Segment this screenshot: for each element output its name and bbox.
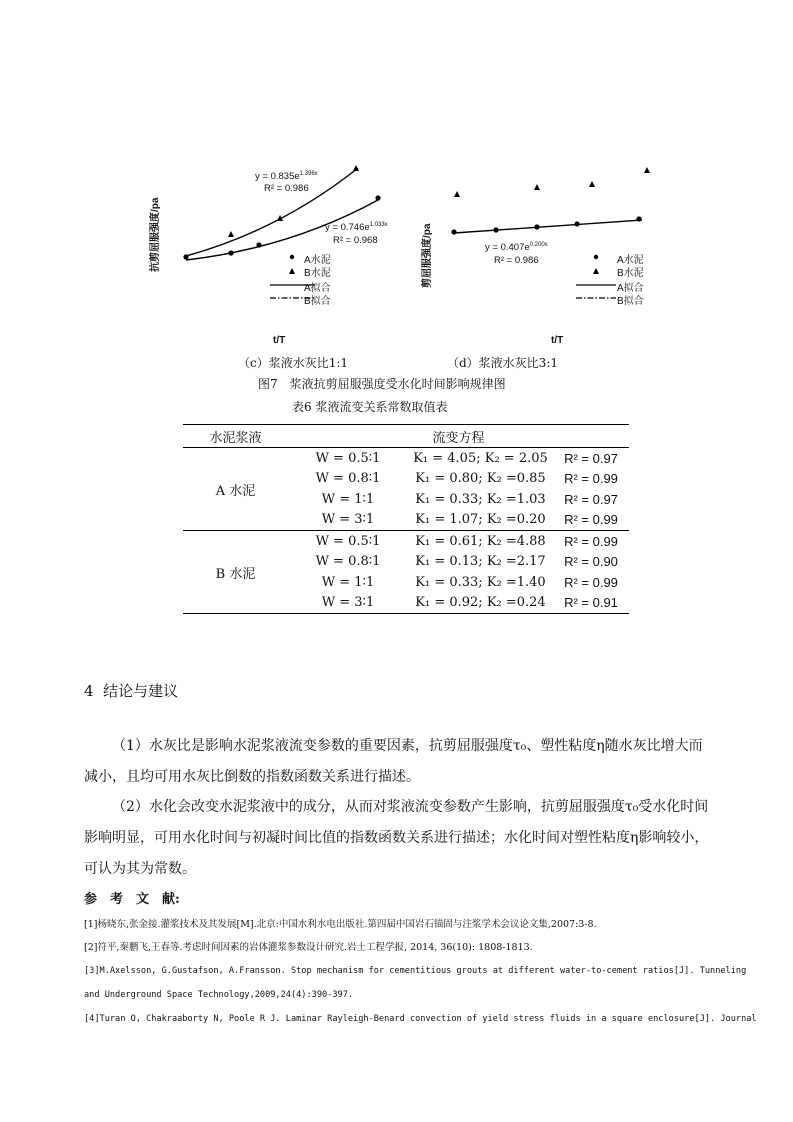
panel-d-legend-a-fit: A拟合 (617, 283, 644, 294)
panel-c-fit-a-equation: $y = 0.746e^{1.033x}$ (325, 222, 388, 234)
panel-c-legend-b-fit: B拟合 (304, 296, 331, 307)
paragraph-1: （1）水灰比是影响水泥浆液流变参数的重要因素，抗剪屈服强度τ₀、塑性粘度η随水灰比增大而减小，且均可用水灰比倒数的指数函数关系进行描述。 (84, 738, 703, 785)
table-row: W = 0.8∶1 K₁ = 0.13; K₂ =2.17 R² = 0.90 (315, 554, 618, 570)
table-row: B 水泥 W = 0.5∶1 K₁ = 0.61; K₂ =4.88 R² = 0.99 (183, 531, 629, 552)
table-row: W = 3∶1 K₁ = 0.92; K₂ =0.24 R² = 0.91 (183, 593, 629, 614)
figure-panel-d (410, 150, 710, 370)
panel-d-legend-b: B水泥 (617, 268, 644, 279)
panel-d-xlabel: t/T (551, 335, 564, 346)
figure-panel-c (130, 150, 430, 370)
panel-d-legend-b-fit: B拟合 (617, 296, 644, 307)
panel-d-a-point (636, 216, 641, 221)
panel-c-fit-b-equation: $y = 0.835e^{1.396x}$ (255, 171, 318, 183)
panel-d-legend-a: A水泥 (617, 255, 644, 266)
panel-d-b-point (589, 181, 595, 187)
panel-c-b-point (353, 165, 359, 171)
group-name-a: A 水泥 (183, 448, 288, 531)
reference-item: [4]Turan O, Chakraaborty N, Poole R J. Laminar Rayleigh-Benard convection of yield stress fluids in a square enclosure[J]. Journal (84, 1014, 757, 1024)
panel-c-a-point (375, 195, 380, 200)
table-row: W = 1∶1 K₁ = 0.33; K₂ =1.03 R² = 0.97 (321, 491, 618, 507)
panel-d-a-point (534, 224, 539, 229)
group-name-b: B 水泥 (183, 531, 288, 614)
panel-c-legend-a: A水泥 (304, 255, 331, 266)
table-row: A 水泥 W = 0.5∶1 K₁ = 4.05; K₂ = 2.05 R² = 0.97 (183, 448, 629, 469)
panel-d-a-point (493, 227, 498, 232)
panel-c-a-point (228, 250, 233, 255)
panel-c-b-point (228, 231, 234, 237)
reference-item: and Underground Space Technology,2009,24(4):390-397. (84, 990, 354, 1000)
panel-d-a-point (574, 221, 579, 226)
panel-d-a-fit-line (454, 220, 642, 233)
table-header-slurry: 水泥浆液 (183, 425, 288, 448)
panel-d-a-point (451, 229, 456, 234)
reference-item: [3]M.Axelsson, G.Gustafson, A.Fransson. Stop mechanism for cementitious grouts at different water-to-cement ratios[J]. Tunneling (84, 966, 747, 976)
table-caption: 表6 浆液流变关系常数取值表 (292, 400, 448, 414)
panel-d-b-point (454, 191, 460, 197)
table-row: W = 0.8∶1 K₁ = 0.80; K₂ =0.85 R² = 0.99 (315, 471, 618, 487)
panel-c-fit-a-r2: R² = 0.968 (333, 235, 378, 246)
panel-c-ylabel: 抗剪屈服强度/pa (150, 197, 161, 272)
reference-item: [2]符平,秦鹏飞,王春等.考虑时间因素的岩体灌浆参数设计研究.岩土工程学报, 2014, 36(10): 1808-1813. (84, 942, 533, 953)
table-header-equation: 流变方程 (288, 425, 629, 448)
panel-c-legend-a-fit: A拟合 (304, 283, 331, 294)
panel-c-fit-b-r2: R² = 0.986 (264, 183, 309, 194)
panel-c-subcaption: （c）浆液水灰比1:1 (238, 356, 349, 370)
panel-d-plot (410, 150, 710, 310)
paragraph-2: （2）水化会改变水泥浆液中的成分，从而对浆液流变参数产生影响，抗剪屈服强度τ₀受水化时间影响明显，可用水化时间与初凝时间比值的指数函数关系进行描述；水化时间对塑性粘度η影响较小，可认为其为常数。 (84, 799, 709, 877)
panel-c-legend-b: B水泥 (304, 268, 331, 279)
references-heading: 参 考 文 献: (84, 892, 180, 907)
table-row: W = 3∶1 K₁ = 1.07; K₂ =0.20 R² = 0.99 (183, 510, 629, 531)
panel-d-subcaption: （d）浆液水灰比3:1 (447, 356, 558, 370)
panel-d-ylabel: 剪屈服强度/pa (422, 223, 433, 288)
panel-d-b-point (644, 167, 650, 173)
panel-c-a-point (256, 242, 261, 247)
panel-d-fit-a-equation: $y = 0.407e^{0.200x}$ (485, 242, 548, 254)
rheology-constants-table (183, 424, 629, 614)
reference-item: [1]杨晓东,张金接.灌浆技术及其发展[M].北京:中国水利水电出版社.第四届中国岩石锚固与注浆学术会议论文集,2007:3-8. (84, 919, 597, 930)
panel-d-b-point (534, 184, 540, 190)
figure-caption: 图7 浆液抗剪屈服强度受水化时间影响规律图 (258, 377, 506, 391)
panel-d-fit-a-r2: R² = 0.986 (494, 255, 539, 266)
panel-c-a-point (183, 254, 188, 259)
table-row: W = 1∶1 K₁ = 0.33; K₂ =1.40 R² = 0.99 (321, 574, 618, 590)
panel-c-xlabel: t/T (273, 335, 286, 346)
section-heading: 4 结论与建议 (84, 682, 179, 700)
